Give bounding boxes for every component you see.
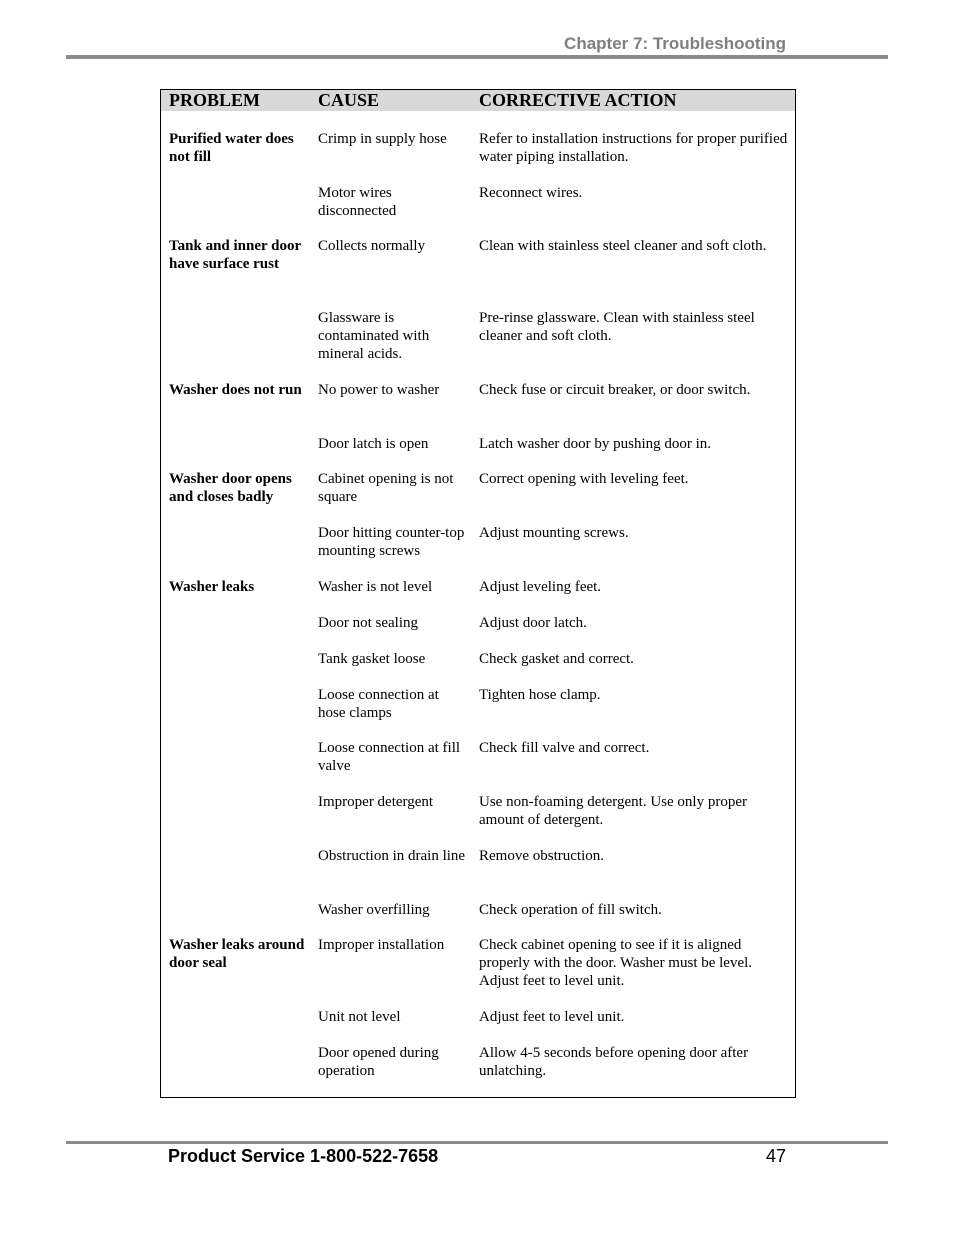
cause-cell: Collects normally (318, 238, 426, 254)
column-header-problem: PROBLEM (169, 90, 261, 110)
cause-cell: Crimp in supply hose (318, 131, 447, 147)
cause-cell: Improper detergent (318, 794, 434, 810)
table-header-row (161, 90, 795, 111)
cause-cell: Glassware is contaminated with mineral acids. (318, 310, 430, 362)
cause-cell: Loose connection at hose clamps (318, 687, 439, 721)
action-cell: Refer to installation instructions for proper purified water piping installation. (479, 131, 788, 165)
action-cell: Allow 4-5 seconds before opening door after unlatching. (479, 1045, 749, 1079)
action-cell: Check cabinet opening to see if it is aligned properly with the door. Washer must be level. Adjust feet to level unit. (479, 937, 753, 989)
cause-cell: Washer overfilling (318, 902, 430, 918)
cause-cell: Door latch is open (318, 436, 429, 452)
action-cell: Adjust mounting screws. (479, 525, 629, 541)
product-service-phone: Product Service 1-800-522-7658 (168, 1146, 439, 1166)
cause-cell: Washer is not level (318, 579, 433, 595)
action-cell: Adjust feet to level unit. (479, 1009, 625, 1025)
action-cell: Check fill valve and correct. (479, 740, 650, 756)
action-cell: Correct opening with leveling feet. (479, 471, 689, 487)
cause-cell: Loose connection at fill valve (318, 740, 461, 774)
problem-cell: Washer does not run (169, 382, 302, 398)
cause-cell: Door opened during operation (318, 1045, 439, 1079)
cause-cell: Door not sealing (318, 615, 418, 631)
action-cell: Adjust leveling feet. (479, 579, 602, 595)
action-cell: Check operation of fill switch. (479, 902, 662, 918)
cause-cell: Obstruction in drain line (318, 848, 466, 864)
cause-cell: No power to washer (318, 382, 440, 398)
action-cell: Clean with stainless steel cleaner and soft cloth. (479, 238, 767, 254)
header-rule (66, 55, 888, 59)
cause-cell: Tank gasket loose (318, 651, 426, 667)
column-header-cause: CAUSE (318, 90, 380, 110)
cause-cell: Cabinet opening is not square (318, 471, 454, 505)
cause-cell: Unit not level (318, 1009, 401, 1025)
cause-cell: Improper installation (318, 937, 445, 953)
action-cell: Adjust door latch. (479, 615, 587, 631)
cause-cell: Motor wires disconnected (318, 185, 397, 219)
problem-cell: Washer leaks around door seal (169, 937, 305, 971)
action-cell: Reconnect wires. (479, 185, 583, 201)
column-header-action: CORRECTIVE ACTION (479, 90, 677, 110)
problem-cell: Washer door opens and closes badly (169, 471, 292, 505)
action-cell: Check fuse or circuit breaker, or door switch. (479, 382, 751, 398)
action-cell: Latch washer door by pushing door in. (479, 436, 712, 452)
problem-cell: Purified water does not fill (169, 131, 294, 165)
action-cell: Use non-foaming detergent. Use only proper amount of detergent. (479, 794, 747, 828)
action-cell: Check gasket and correct. (479, 651, 634, 667)
page-number: 47 (765, 1146, 786, 1166)
footer-rule (66, 1141, 888, 1144)
troubleshooting-table (160, 89, 796, 1098)
action-cell: Pre-rinse glassware. Clean with stainless steel cleaner and soft cloth. (479, 310, 755, 344)
problem-cell: Washer leaks (169, 579, 255, 595)
action-cell: Tighten hose clamp. (479, 687, 601, 703)
chapter-heading: Chapter 7: Troubleshooting (564, 34, 786, 53)
action-cell: Remove obstruction. (479, 848, 604, 864)
problem-cell: Tank and inner door have surface rust (169, 238, 301, 272)
cause-cell: Door hitting counter-top mounting screws (318, 525, 465, 559)
